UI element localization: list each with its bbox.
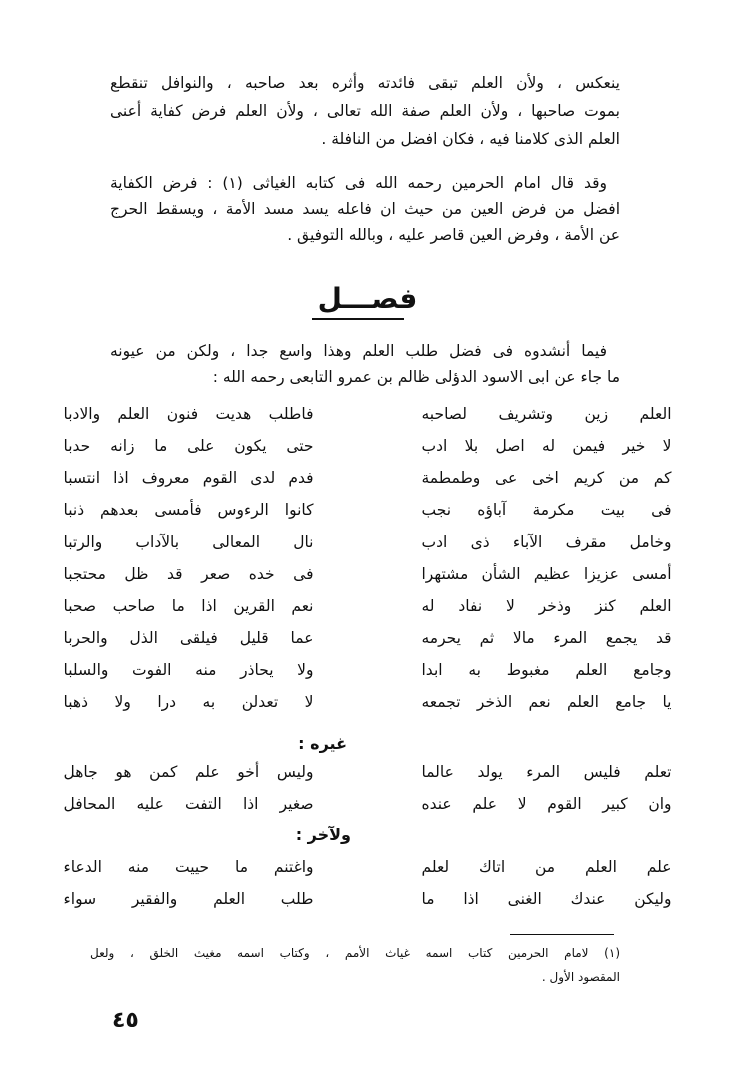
verse-first-hemistich: وان كبير القوم لا علم عنده — [421, 795, 672, 813]
page-number: ٤٥ — [112, 1008, 139, 1033]
verse-second-hemistich: صغير اذا التفت عليه المحافل — [63, 795, 314, 813]
verse-second-hemistich: فدم لدى القوم معروف اذا انتسبا — [63, 469, 314, 487]
verse-first-hemistich: تعلم فليس المرء يولد عالما — [421, 763, 672, 781]
verse-first-hemistich: العلم زين وتشريف لصاحبه — [421, 405, 672, 423]
para3-line-2: ما جاء عن ابى الاسود الدؤلى ظالم بن عمرو التابعى رحمه الله : — [212, 368, 620, 386]
poem2-verse — [64, 763, 672, 789]
verse-first-hemistich: العلم كنز وذخر لا نفاد له — [421, 597, 672, 615]
verse-first-hemistich: قد يجمع المرء مالا ثم يحرمه — [421, 629, 672, 647]
verse-second-hemistich: لا تعدلن به درا ولا ذهبا — [63, 693, 314, 711]
poem2-verse — [64, 795, 672, 821]
para3-line-1: فيما أنشدوه فى فضل طلب العلم وهذا واسع جدا ، ولكن من عيونه — [110, 342, 607, 360]
verse-second-hemistich: نال المعالى بالآداب والرتبا — [63, 533, 314, 551]
verse-second-hemistich: عما قليل فيلقى الذل والحربا — [63, 629, 314, 647]
poem1-verse — [64, 469, 672, 495]
verse-second-hemistich: وليس أخو علم كمن هو جاهل — [63, 763, 314, 781]
verse-second-hemistich: فى خده صعر قد ظل محتجبا — [63, 565, 314, 583]
verse-first-hemistich: وخامل مقرف الآباء ذى ادب — [421, 533, 672, 551]
verse-second-hemistich: فاطلب هديت فنون العلم والادبا — [63, 405, 314, 423]
poem1-verse — [64, 437, 672, 463]
verse-first-hemistich: فى بيت مكرمة آباؤه نجب — [421, 501, 672, 519]
verse-second-hemistich: حتى يكون على ما زانه حدبا — [63, 437, 314, 455]
verse-first-hemistich: كم من كريم اخى عى وطمطمة — [421, 469, 672, 487]
footnote-line-2: المقصود الأول . — [541, 970, 620, 984]
verse-first-hemistich: يا جامع العلم نعم الذخر تجمعه — [421, 693, 672, 711]
poem3-verse — [64, 858, 672, 884]
poem1-verse — [64, 629, 672, 655]
poem1-verse — [64, 565, 672, 591]
poem1-verse — [64, 661, 672, 687]
verse-first-hemistich: وليكن عندك الغنى اذا ما — [421, 890, 672, 908]
verse-first-hemistich: علم العلم من اتاك لعلم — [421, 858, 672, 876]
intro-line-3: العلم الذى كلامنا فيه ، فكان افضل من النافلة . — [321, 130, 620, 148]
para2-line-3: عن الأمة ، وفرض العين قاصر عليه ، وبالله التوفيق . — [287, 226, 620, 244]
poem3-verse — [64, 890, 672, 916]
poem3-label: ولآخر : — [295, 825, 351, 844]
intro-line-1: ينعكس ، ولأن العلم تبقى فائدته وأثره بعد صاحبه ، والنوافل تنقطع — [110, 74, 620, 92]
section-heading: فصـــل — [317, 282, 418, 315]
verse-second-hemistich: طلب العلم والفقير سواء — [63, 890, 314, 908]
verse-first-hemistich: وجامع العلم مغبوط به ابدا — [421, 661, 672, 679]
verse-second-hemistich: واغتنم ما حييت منه الدعاء — [63, 858, 314, 876]
poem1-verse — [64, 405, 672, 431]
poem1-verse — [64, 501, 672, 527]
poem1-verse — [64, 533, 672, 559]
poem1-verse — [64, 597, 672, 623]
footnote-line-1: (١) لامام الحرمين كتاب اسمه غياث الأمم ، وكتاب اسمه مغيث الخلق ، ولعل — [90, 946, 620, 960]
footnote-separator — [510, 934, 614, 935]
para2-line-2: افضل من فرض العين من حيث ان فاعله يسد مسد الأمة ، ويسقط الحرج — [110, 200, 620, 218]
verse-second-hemistich: ولا يحاذر منه الفوت والسلبا — [63, 661, 314, 679]
verse-first-hemistich: لا خير فيمن له اصل بلا ادب — [421, 437, 672, 455]
verse-first-hemistich: أمسى عزيزا عظيم الشأن مشتهرا — [421, 565, 672, 583]
heading-underline — [312, 318, 404, 320]
para2-line-1: وقد قال امام الحرمين رحمه الله فى كتابه الغياثى (١) : فرض الكفاية — [110, 174, 607, 192]
poem2-label: غيره : — [298, 734, 347, 753]
poem1-verse — [64, 693, 672, 719]
verse-second-hemistich: كانوا الرءوس فأمسى بعدهم ذنبا — [63, 501, 314, 519]
intro-line-2: بموت صاحبها ، ولأن العلم صفة الله تعالى ، ولأن العلم فرض كفاية أعنى — [110, 102, 620, 120]
verse-second-hemistich: نعم القرين اذا ما صاحب صحبا — [63, 597, 314, 615]
